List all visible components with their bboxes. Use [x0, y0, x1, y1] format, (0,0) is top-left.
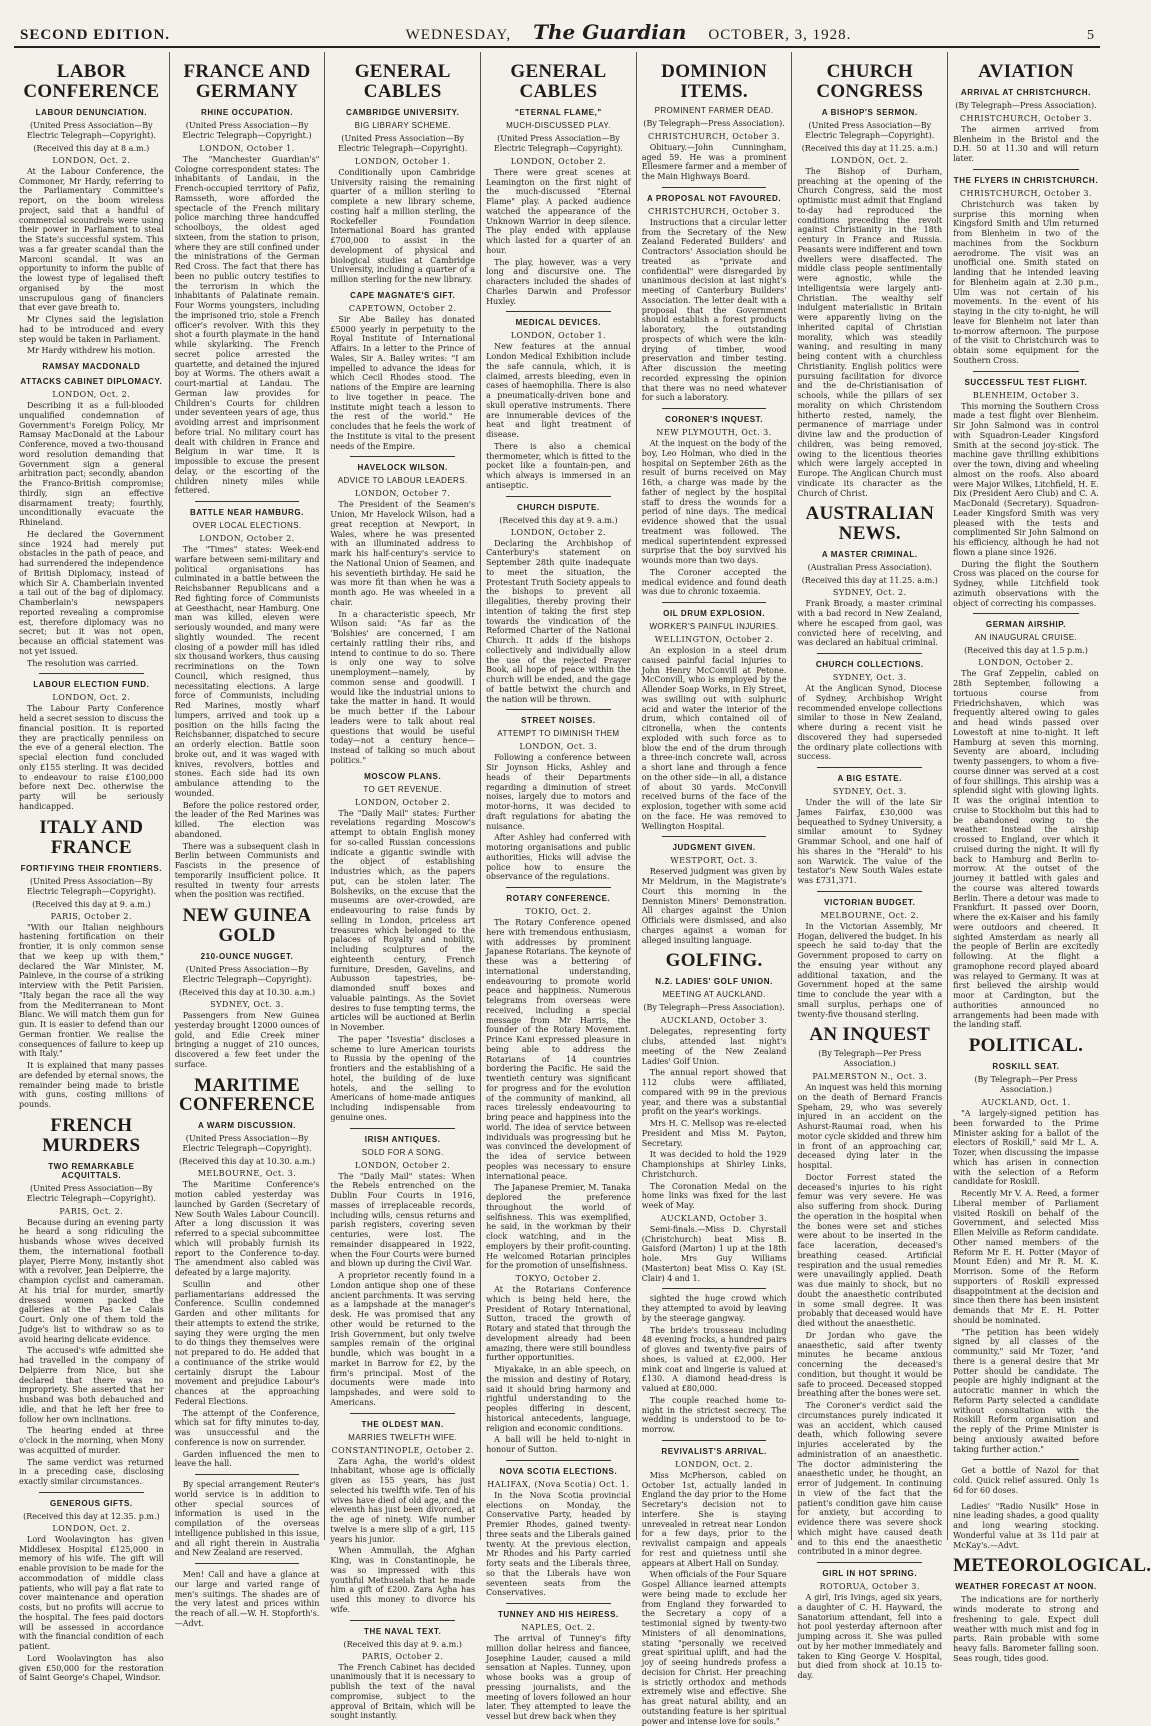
dateline: LONDON, October 2. [510, 527, 607, 537]
article-paragraph: At the Labour Conference, the Commoner, Mr Hardy, referring to the Parliamentary Committee's report, on the boom wireless project, said that a handful of commercial scoundrels were using their power in Parliament to steal the State's successful system. This was a far greater scandal than the Marconi scandal. It was an opportunity to inform the public of the lowest type of legalised theft organised by the most unscrupulous gang of financiers that ever gave breath to. [19, 166, 164, 313]
sub-headline: LABOUR DENUNCIATION. [35, 107, 148, 117]
article-paragraph: There is also a chemical thermometer, which is fitted to the pocket like a fountain-pen, and which always is immersed in an antiseptic. [486, 441, 631, 490]
sub-headline: A BIG ESTATE. [837, 774, 903, 783]
column-rule [817, 891, 922, 892]
dateline: CHRISTCHURCH, October 3. [959, 188, 1092, 198]
article-paragraph: The "Manchester Guardian's" Cologne correspondent states: The inhabitants of Landau, in the French-occupied territory of Pafiz, Ramsseth, wore afforded the spectacle of the French military police marching three handcuffed schoolboys, the oldest aged sixteen, from the station to prison, where they are still confined under the ministrations of the German Red Cross. The fact that there has been no public outcry testifies to the terrorism in which the inhabitants of Palatinate remain. Four Worms youngsters, including the imprisoned trio, stole a French officer's revolver. With this they shot a fourth playmate in the hand while skylarking. The French secret police arrested the quartette, and detained the injured boy at Worms. The others await a court-martial at Landau. The German law provides for Children's Courts for children under seventeen years of age, thus avoiding arrest and imprisonment before trial. No military court has dealt with children in France and Belgium in war time. It is impossible to excuse the present delay, or the escorting of the children ninety miles while fettered. [174, 154, 320, 496]
dateline: LONDON, October 2. [510, 156, 607, 166]
received-note: (Received this day at 11.25. a.m.) [801, 143, 938, 153]
dateline: CONSTANTINOPLE, October 2. [331, 1445, 474, 1455]
article-paragraph: A girl, Iris Ivings, aged six years, a daughter of C. H. Hayward, the Sanatorium attendant, fell into a hot pool yesterday afternoon after jumping across it. She was pulled out by her mother immediately and taken to King George V. Hospital, but died from shock at 10.15 to-day. [797, 1593, 943, 1681]
agency-credit: (By Telegraph—Press Association). [643, 118, 785, 128]
article-paragraph: In a characteristic speech, Mr Wilson said: "As far as the 'Bolshies' are concerned, I am certainly rattling their ribs, and intend to continue to do so. There is only one way to solve unemployment—namely, by common sense and goodwill. I would like the industrial unions to take the matter in hand. It would be much better if the Labour leaders were to talk about real questions that would be useful today—not a century hence—instead of talking so much about politics." [330, 609, 476, 765]
article-headline: ITALY AND FRANCE [39, 816, 144, 858]
column-rule [973, 169, 1079, 170]
kicker-line: MEETING AT AUCKLAND. [662, 990, 766, 1000]
column-1 [14, 52, 170, 1683]
column-5 [637, 52, 793, 1726]
article-paragraph: Sir Abe Bailey has donated £5000 yearly in perpetuity to the Royal Institute of International Affairs. In a letter to the Prince of Wales, Sir A. Bailey writes: "I am impelled to advance the ideas for which Cecil Rhodes stood. The nations of the Empire are learning to live together in peace. The institute might teach a lesson to the rest of the world." He concludes that he feels the work of the Institute is vital to the present needs of the Empire. [330, 314, 476, 451]
article-headline: DOMINION ITEMS. [661, 61, 768, 102]
masthead [14, 20, 1100, 48]
received-note: (Received this day at 11.25. a.m.) [801, 576, 938, 586]
sub-headline: JUDGMENT GIVEN. [672, 843, 756, 853]
kicker-line: OVER LOCAL ELECTIONS. [192, 521, 302, 531]
article-paragraph: Reserved judgment was given by Mr Meldrum, in the Magistrate's Court this morning in the Denniston Miners' Demonstration. All charges against the Union Officials were dismissed, and also charges against a woman for alleged insulting language. [641, 867, 787, 945]
column-rule [195, 1474, 300, 1475]
dateline: LONDON, Oct. 2. [52, 155, 131, 165]
column-rule [506, 887, 611, 888]
sub-headline: ROSKILL SEAT. [992, 1062, 1060, 1072]
agency-credit: (United Press Association—By Electric Telegraph—Copyright). [338, 133, 468, 153]
article-headline: FRANCE AND GERMANY [183, 61, 311, 102]
sub-headline: 210-OUNCE NUGGET. [200, 952, 294, 961]
article-paragraph: The annual report showed that 112 clubs were affiliated, compared with 99 in the previous year, and there was a substantial profit on the year's workings. [641, 1068, 787, 1117]
page-number: 5 [1086, 28, 1094, 43]
dateline: AUCKLAND, Oct. 1. [981, 1098, 1071, 1108]
agency-credit: (United Press Association—By Electric Telegraph—Copyright). [182, 965, 312, 984]
dateline: MELBOURNE, Oct. 3. [197, 1169, 297, 1179]
sub-headline: LABOUR ELECTION FUND. [33, 680, 150, 690]
dateline: TOKIO, Oct. 2. [525, 907, 592, 917]
column-4 [481, 52, 637, 1722]
dateline: NAPLES, Oct. 2. [521, 1623, 596, 1633]
dateline: LONDON, Oct. 2. [52, 693, 131, 703]
column-rule [350, 1128, 455, 1129]
sub-headline: THE OLDEST MAN. [361, 1419, 444, 1429]
sub-headline: CAMBRIDGE UNIVERSITY. [345, 107, 460, 117]
column-rule [506, 311, 611, 312]
dateline: CHRISTCHURCH, October 3. [959, 113, 1092, 123]
column-rule [350, 1413, 455, 1414]
column-rule [662, 1440, 767, 1441]
sub-headline: VICTORIAN BUDGET. [824, 897, 916, 907]
column-7 [948, 52, 1151, 1663]
article-paragraph: Doctor Forrest stated the deceased's injuries to his right femur was very severe. He was also suffering from shock. During the operation in the hospital when the bones were set and stiches were about to be inserted in the face laceration, deceased's breathing ceased. Artificial respiration and the usual remedies were unavailingly applied. Death was due mainly to shock, but no doubt the anaesthetic contributed in some small degree. It was probably that deceased would have died without the anaesthetic. [797, 1172, 943, 1329]
column-rule [973, 371, 1079, 372]
dateline: LONDON, October 1. [355, 156, 451, 166]
article-paragraph: At the Anglican Synod, Diocese of Sydney, Archbishop Wright recommended envelope collections similar to those in New Zealand, where during a recent visit he discovered they had superseded the ordinary plate collections with success. [797, 684, 943, 762]
article-paragraph: After Ashley had conferred with motoring organisations and public authorities, Hicks will advise the police how to ensure the observance of the regulations. [486, 833, 631, 882]
article-paragraph: Semi-finals.—Miss D. Chyrstall (Christchurch) beat Miss B. Gaisford (Marton) 1 up at the 18th hole. Mrs Guy Williams (Masterton) beat Miss O. Kay (St. Clair) 4 and 1. [641, 1224, 787, 1283]
received-note: (Received this day at 10.30. a.m.) [178, 1157, 316, 1167]
agency-credit: (United Press Association—By Electric Telegraph—Copyright). [493, 133, 623, 153]
received-note: (Received this day at 8 a.m.) [33, 143, 150, 153]
article-paragraph: Garden influenced the men to leave the hall. [174, 1449, 320, 1469]
kicker-line: MARRIES TWELFTH WIFE. [348, 1432, 458, 1442]
article-headline: METEOROLOGICAL. [953, 1555, 1151, 1577]
article-paragraph: Because during an evening party he heard a song ridiculing the husbands whose wives deceived them, the international football player, Pierre Mony, instantly shot with a revolver, Jean Delpierre, the champion cyclist and cameraman. At his trial for murder, smartly dressed women packed the galleries at the Pas Le Calais Court. Only one of them told the Judge's list to withdraw so as to avoid hearing delicate evidence. [19, 1217, 164, 1344]
article-paragraph: The Labour Party Conference held a secret session to discuss the financial position. It is reported they are practically penniless on the eve of a general election. The special election fund concluded only £155 sterling. It was decided to endeavour to raise £100,000 before next Dec. otherwise the party will be seriously handicapped. [19, 704, 164, 811]
dateline: ROTORUA, October 3. [819, 1582, 920, 1592]
sub-headline: CORONER'S INQUEST. [665, 415, 764, 425]
sub-headline: CHURCH DISPUTE. [517, 502, 600, 512]
article-paragraph: "The petition has been widely signed by all classes of the community," said Mr Tozer, "and there is a general desire that Mr Potter should be candidate. The people are highly indignant at the autocratic manner in which the Reform Party selected a candidate without consultation with the Roskill Reform organisation and the reply of the Prime Minister is being anxiously awaited before taking further action." [953, 1327, 1099, 1454]
article-paragraph: The "Daily Mail" states: When the Rebels entrenched on the Dublin Four Courts in 1916, masses of irreplaceable records, including wills, census returns and parish registers, covering seven centuries, were lost. The remainder disappeared in 1922, when the Four Courts were burned and blown up during the Civil War. [330, 1171, 476, 1269]
agency-credit: (United Press Association—By Electric Telegraph—Copyright). [182, 1134, 312, 1154]
column-rule [662, 836, 767, 837]
dateline: WESTPORT, Oct. 3. [670, 856, 758, 866]
column-rule [350, 1620, 455, 1621]
agency-credit: (By Telegraph—Per Press Association.) [974, 1075, 1078, 1095]
sub-headline: MOSCOW PLANS. [364, 771, 442, 781]
article-paragraph: "A largely-signed petition has been forwarded to the Prime Minister asking for a ballot of the electors of Roskill," said Mr L. A. Tozer, when discussing the impasse which has arisen in connection with the selection of a Reform candidate for Roskill. [953, 1109, 1099, 1187]
kicker-line: ADVICE TO LABOUR LEADERS. [337, 476, 468, 486]
article-headline: POLITICAL. [968, 1035, 1084, 1057]
agency-credit: (United Press Association—By Electric Telegraph—Copyright). [26, 120, 156, 140]
sub-headline: A BISHOP'S SERMON. [821, 107, 918, 117]
article-paragraph: An explosion in a steel drum caused painful facial injuries to John Henry McConvill at Petone. McConvill, who is employed by the Allender Soap Works, in Ely Street, was swilling out with sulphuric acid and water the interior of the drum, which contained oil of citronella, when the contents exploded with such force as to blow the end of the drum through a three-inch concrete wall, across a short lane and through a fence on the other side—in all, a distance of about 30 yards. McConvill received burns of the face of the explosion, together with some acid on the face. He was removed to Wellington Hospital. [641, 646, 787, 831]
sub-headline: "ETERNAL FLAME," [514, 107, 602, 117]
article-paragraph: Mr Clynes said the legislation had to be introduced and every step would be taken in Parliament. [19, 315, 164, 344]
article-paragraph: The hearing ended at three o'clock in the morning, when Mony was acquitted of murder. [19, 1426, 164, 1455]
article-paragraph: The "Daily Mail" states: Further revelations regarding Moscow's attempt to obtain English money for so-called Russian concessions indicate a gigantic swindle with the object of establishing industries which, as the papers put, can be stolen later. The Bolsheviks, on the excuse that the museums are over-crowded, are endeavouring to raise funds by selling in London, priceless art treasures which belonged to the palaces of Royalty and nobility, including sculptures of the eighteenth century, French furniture, Dresden, Gavelins, and Aubusson tapestries, be-diamonded snuff boxes and valuable paintings. As the Soviet desires to fuse tempting terms, the articles will be auctioned at Berlin in November. [330, 808, 476, 1033]
article-paragraph: A proprietor recently found in a London antique shop one of these ancient parchments. It was serving as a lampshade at the manager's desk. He was promised that any other would be returned to the Irish Government, but only twelve samples remain of the original bundle, which was bought in a market in Barrow for £2, by the firm's principal. Most of the documents were made into lampshades, and were sold to Americans. [330, 1271, 476, 1407]
dateline: PALMERSTON N., Oct. 3. [812, 1072, 928, 1082]
dateline: SYDNEY, Oct. 2. [832, 588, 907, 598]
sub-headline: A WARM DISCUSSION. [198, 1121, 297, 1131]
sub-headline: ARRIVAL AT CHRISTCHURCH. [960, 87, 1092, 97]
kicker-line: WORKER'S PAINFUL INJURIES. [649, 622, 779, 632]
sub-headline: IRISH ANTIQUES. [364, 1134, 441, 1144]
article-headline: NEW GUINEA GOLD [182, 905, 312, 947]
dateline: CHRISTCHURCH, October 3. [648, 131, 781, 141]
article-paragraph: A ball will be held to-night in honour of Sutton. [486, 1435, 631, 1455]
dateline: LONDON, Oct. 2. [52, 1523, 131, 1533]
article-paragraph: The "Times" states: Week-end warfare between semi-military and political organisations has culminated in a battle between the Reichsbanner Republicans and a Red fighting force of Communists at Geesthacht, near Hamburg. One man was killed, eleven were seriously wounded, and many were slightly wounded. The recent closing of a powder mill has idled six thousand workers, thus causing recriminations on the Town Council, which resigned, thus necessitating elections. A large force of Communists, including Red Marines, mostly wharf lumpers, arrived and took up a position on the hills facing the Reichsbanner, dispatched to secure an orderly election. Battle soon broke out, and it was waged with knives, revolvers, bottles and stones. Each side had its own ambulance attending to the wounded. [174, 545, 320, 798]
article-headline: LABOR CONFERENCE [23, 61, 160, 102]
column-rule [506, 709, 611, 710]
article-paragraph: The Coroner accepted the medical evidence and found death was due to chronic toxaemia. [641, 567, 787, 597]
sub-headline: CHURCH COLLECTIONS. [815, 660, 924, 669]
article-paragraph: At the inquest on the body of the boy, Leo Holman, who died in the hospital on September 26th as the result of burns received on May 16th, a charge was made by the father of neglect by the hospital staff to dress the wounds for a period of nine days. The medical evidence showed that the usual treatment was followed. The medical superintendent expressed surprise that the boy survived his wounds more than two days. [641, 439, 787, 566]
column-rule [195, 501, 300, 502]
received-note: (Received this day at 9. a.m.) [343, 1639, 462, 1649]
article-paragraph: At the Rotarians Conference which is being held here, the President of Rotary International, Sutton, traced the growth of Rotary and stated that through the development already had been amazing, there were still boundless further opportunities. [486, 1285, 631, 1363]
sub-headline: TUNNEY AND HIS HEIRESS. [497, 1610, 619, 1620]
article-paragraph: Conditionally upon Cambridge University raising the remaining quarter of a million sterling to complete a new library scheme, costing half a million sterling, the Rockefeller Foundation International Board has granted £700,000 to assist in the development of physical and biological studies at Cambridge University, including a quarter of a million sterling for the new library. [330, 167, 476, 285]
kicker-line: MUCH-DISCUSSED PLAY. [506, 120, 611, 130]
issue-date: OCTOBER, 3, 1928. [708, 27, 852, 43]
agency-credit: (By Telegraph—Press Association). [955, 100, 1097, 110]
dateline: HALIFAX, (Nova Scotia) Oct. 1. [487, 1479, 630, 1489]
dateline: LONDON, October 2. [199, 534, 295, 544]
masthead-center [406, 20, 852, 44]
dateline: LONDON, October 2. [355, 797, 451, 807]
article-paragraph: Mrs H. C. Mellsop was re-elected President and Miss M. Payton, Secretary. [641, 1119, 787, 1148]
dateline: NEW PLYMOUTH, Oct. 3. [656, 428, 772, 438]
article-paragraph: The Bishop of Durham, preaching at the opening of the Church Congress, said the most optimistic must admit that England to-day had reproduced the conditions preceding the revolt against Christianity in the 18th century in France and Russia. Peasants were indifferent and town dwellers were disaffected. The middle class people sentimentally were agnostic, while the intelligentsia were largely anti-Christian. The wealthy self indulgent materialistic in Britain were apparently living on the inherited capital of Christian morality, which was steadily waning, and resulting in many being content with a churchless Christianity. English politics were pursuing facilitation for divorce and the de-Christianisation of schools, while the pillars of sex morality on which Christendom hitherto rested, namely, the permanence of marriage under divine law and the production of children, was being removed, owing to the licentious theories which were largely accepted in Europe. The Anglican Church must vindicate its character as the Church of Christ. [797, 166, 943, 498]
dateline: LONDON, October 1. [510, 331, 607, 341]
received-note: (Received this day at 9. a.m.) [32, 899, 151, 909]
sub-headline: A PROPOSAL NOT FAVOURED. [646, 193, 782, 203]
article-paragraph: An inquest was held this morning on the death of Bernard Francis Speham, 29, who was severely injured in an accident on the Ashurst-Raumai road, when his motor cycle skidded and threw him in front of an approaching car, deceased dying later in the hospital. [797, 1083, 943, 1171]
column-rule [817, 767, 922, 768]
article-paragraph: "With our Italian neighbours hastening fortification on their frontier, it is only common sense that we keep up with them," declared the War Minister, M. Painleve, in the course of a striking interview with the Petit Parisien. "Italy began the race all the way from the Mediterranean to Mont Blanc. We will match them gun for gun. It is easier to defend than our German frontier. We realise the consequences of failure to keep up with Italy." [19, 922, 164, 1059]
column-rule [662, 187, 767, 188]
column-rule [973, 613, 1079, 614]
article-paragraph: The Maritime Conference's motion cabled yesterday was launched by Garden (Secretary of New South Wales Labour Council). After a long discussion it was referred to a special subcommittee which will probably furnish its report to the Conference to-day. The amendment also cabled was defeated by a large majority. [174, 1180, 320, 1278]
column-rule [973, 1459, 1079, 1460]
sub-headline: REVIVALIST'S ARRIVAL. [661, 1446, 767, 1456]
article-paragraph: The Coroner's verdict said the circumstances purely indicated it was an accident, which caused death, which following severe injuries accelerated by the administration of an anaesthetic. The doctor administering the anaesthetic under, he thought, an error of judgement. In continuing in view of the fact that the patient's condition gave him cause for anxiety, but according to evidence there was severe shock which might have caused death and to this end the anaesthetic contributed in a minor degree. [797, 1401, 943, 1557]
agency-credit: (United Press Association—By Electric Telegraph—Copyright). [26, 1183, 156, 1203]
dateline: LONDON, October 2. [978, 658, 1074, 668]
article-paragraph: This morning the Southern Cross made a test flight over Blenheim. Sir John Salmond was in control with Squadron-Leader Kingsford Smith at the second joy-stick. The machine gave thrilling exhibitions over the town, diving and wheeling almost on the roofs. Also aboard were Major Wilkes, Litchfield, H. E. Dix (President Aero Club) and C. A. MacDonald (Secretary). Squadron-Leader Kingsford Smith was very pleased with the tests and complimented Sir John Salmond on his efficiency, although he had not flown a plane since 1926. [953, 401, 1099, 557]
article-headline: AN INQUEST [809, 1024, 931, 1046]
sub-headline: WEATHER FORECAST AT NOON. [955, 1582, 1097, 1592]
article-headline: GENERAL CABLES [510, 61, 607, 102]
column-rule [662, 1288, 767, 1289]
sub-headline: GENEROUS GIFTS. [49, 1498, 133, 1508]
dateline: LONDON, October 2. [355, 1160, 451, 1170]
sub-headline: BATTLE NEAR HAMBURG. [189, 508, 305, 518]
received-note: (Received this day at 9. a.m.) [499, 515, 618, 525]
article-paragraph: There was a subsequent clash in Berlin between Communists and Fascists in the presence of temporarily insufficient police. It resulted in twenty four arrests when the position was rectified. [174, 841, 320, 900]
dateline: LONDON, Oct. 2. [675, 1459, 754, 1469]
article-paragraph: Declaring the Archbishop of Canterbury's statement on September 28th quite inadequate to meet the situation, the Protestant Truth Society appeals to the bishops to prevent all illegalities, thereby proving their intention of taking the first step towards the vindication of the Reformed Charter of the National Church. It adds if the bishops collectively and individually allow the use of the rejected Prayer Book, all hope of peace within the church will be ended, and the gage of battle betwixt the church and the nation will be thrown. [486, 538, 631, 704]
dateline: SYDNEY, Oct. 3. [832, 673, 907, 682]
dateline: TOKYO, October 2. [515, 1274, 602, 1284]
article-paragraph: Delegates, representing forty clubs, attended last night's meeting of the New Zealand Ladies' Golf Union. [641, 1027, 787, 1066]
sub-headline: A MASTER CRIMINAL. [821, 550, 918, 560]
dateline: MELBOURNE, Oct. 2. [820, 910, 920, 920]
article-paragraph: Christchurch was taken by surprise this morning when Kingsford Smith and Ulm returned from Blenheim in two of the machines from the Sockburn aerodrome. The visit was an unofficial one. Smith stated on landing that he intended leaving for Blenheim again at 2.30 p.m., Ulm was not certain of his movements. In the event of his staying in the city to-night, he will leave for Blenheim not later than to-morrow afternoon. The purpose of the visit to Christchurch was to obtain some equipment for the Southern Cross. [953, 199, 1099, 365]
article-paragraph: It is explained that many passes are defended by eternal snows, the remainder being made to bristle with guns, costing millions of pounds. [19, 1061, 164, 1109]
issue-day: WEDNESDAY, [405, 27, 512, 43]
dateline: LONDON, October 7. [355, 489, 451, 499]
article-paragraph: Scullin and other parliamentarians addressed the Conference. Scullin condemned Garden and other militants for their attempts to extend the strike, saying they were urging the men to do things they themselves were not prepared to do. He added that a continuance of the strike would certainly disrupt the Labour movement and prejudice Labour's chances at the approaching Federal Elections. [174, 1279, 320, 1406]
article-paragraph: Lord Woolavington has given Middlesex Hospital £125,000 in memory of his wife. The gift will enable provision to be made for the accommodation of middle class patients, who will pay a flat rate to cover maintenance and operation costs, but no profits will accrue to the hospital. The fees paid doctors will be assessed in accordance with the financial condition of each patient. [19, 1534, 164, 1652]
article-paragraph: sighted the huge crowd which they attempted to avoid by leaving by the steerage gangway. [641, 1294, 787, 1323]
sub-headline: ATTACKS CABINET DIPLOMACY. [20, 377, 163, 387]
article-paragraph: Lord Woolavington has also given £50,000 for the restoration of Saint George's Chapel, Windsor. [19, 1653, 164, 1683]
article-paragraph: The paper "Isvestia" discloses a scheme to lure American tourists to Russia by the opening of the frontiers and the establishing of a hotel, the building of de luxe hotels, and the selling to Americans of home-made antiques including indispensable from genuine ones. [330, 1034, 476, 1122]
dateline: WELLINGTON, October 2. [654, 635, 774, 645]
agency-credit: (United Press Association—By Electric Telegraph—Copyright). [26, 876, 156, 896]
dateline: PARIS, Oct. 2. [59, 1206, 124, 1216]
agency-credit: (United Press Association—By Electric Telegraph—Copyright.) [182, 120, 312, 140]
article-paragraph: Before the police restored order, the leader of the Red Marines was killed. The election was abandoned. [174, 800, 320, 839]
dateline: LONDON, Oct. 2. [52, 390, 131, 400]
article-paragraph: The couple reached home to-night in the strictest secrecy. The wedding is understood to be to-morrow. [641, 1395, 787, 1435]
column-rule [817, 653, 922, 654]
sub-headline: GERMAN AIRSHIP. [985, 620, 1067, 630]
article-headline: GENERAL CABLES [354, 61, 451, 102]
column-rule [506, 496, 611, 497]
article-paragraph: In the Nova Scotia provincial elections on Monday, the Conservative Party, headed by Premier Rhodes, gained twenty-three seats and the Liberals gained twenty. At the previous election, Mr Rhodes and his Party carried forty seats and the Liberals three, so that the Liberals have won seventeen seats from the Conservatives. [486, 1490, 631, 1598]
sub-headline: N.Z. LADIES' GOLF UNION. [655, 977, 773, 987]
article-paragraph: In the Victorian Assembly, Mr Hogan, delivered the budget. In his speech he said to-day that the Government proposed to carry on the ensuing year without any additional taxation, and the Government hoped at the same time to conclude the year with a small surplus, perhaps one of twenty-five thousand sterling. [797, 921, 943, 1019]
sub-headline: STREET NOISES. [521, 716, 596, 726]
dateline: SYDNEY, Oct. 3. [832, 787, 907, 796]
sub-headline: HAVELOCK WILSON. [357, 463, 448, 473]
kicker-line: ATTEMPT TO DIMINISH THEM [497, 729, 620, 739]
sub-headline: OIL DRUM EXPLOSION. [663, 609, 766, 619]
kicker-line: SOLD FOR A SONG. [361, 1147, 444, 1157]
article-paragraph: The Coronation Medal on the home links was fixed for the last week of May. [641, 1181, 787, 1211]
article-paragraph: The Graf Zeppelin, cabled on 28th September, following a tortuous course from Friedrichshaven, which was frequently altered owing to gales and head winds passed over Lowestoft at nine to-night. It left Hamburg at seven this morning. Seventy are aboard, including twenty passengers, to whom a five-course dinner was served at a cost of four shillings. This airship was a splendid sight with glowing lights. It was the original intention to cruise to Stockholm but this had to be abandoned owing to the weather. Instead the airship crossed to England, over which it cruised during the night. It will fly back to Hamburg and Berlin to-morrow. At the outset of the journey it battled with gales and the course was altered towards Berlin. There a detour was made to Frankfurt. It passed over Doorn, where the ex-Kaiser and his family were outdoors and cheered. It sighted Amsterdam as nearly all the people of Berlin are excitedly following. At the flight a gramophone record played aboard was relayed to Germany. It was at first believed the airship would moor at Cardington, but the authorities announced no arrangements had been made with the landing staff. [953, 669, 1099, 1030]
article-paragraph: Under the will of the late Sir James Fairfax, £30,000 was bequeathed to Sydney University, a similar amount to Sydney Grammar School, and one half of his shares in the "Herald" to his son Warwick. The value of the testator's New South Wales estate was £731,371. [797, 798, 943, 885]
article-paragraph: When officials of the Four Square Gospel Alliance learned attempts were being made to exclude her from England they forwarded to the Secretary a copy of a testimonial signed by twenty-two Ministers of all denominations, stating "personally we received great spiritual uplift, and had the joy of seeing hundreds profess a decision for Christ. Her preaching is strictly orthodox and methods extremely wise and effective. She has great natural ability, and an outstanding feature is her spiritual power and intense love for souls." [641, 1570, 787, 1726]
article-headline: GOLFING. [665, 950, 763, 972]
kicker-line: PROMINENT FARMER DEAD. [654, 105, 774, 115]
column-rule [817, 1562, 922, 1563]
article-paragraph: During the flight the Southern Cross was placed on the course for Sydney, while Litchfield took azimuth observations with the object of correcting his compasses. [953, 559, 1099, 608]
article-paragraph: The attempt of the Conference, which sat for fifty minutes to-day, was unsuccessful and the conference is now on surrender. [174, 1408, 320, 1447]
dateline: CHRISTCHURCH, October 3. [648, 206, 781, 216]
kicker-line: TO GET REVENUE. [363, 784, 443, 794]
article-paragraph: The resolution was carried. [27, 658, 139, 668]
sub-headline: TWO REMARKABLE ACQUITTALS. [48, 1161, 135, 1180]
advertisement-text: Men! Call and have a glance at our large and varied range of men's suitings. The shades are of the very latest and prices within the reach of all.—W. H. Stopforth's.—Advt. [174, 1570, 320, 1628]
column-3 [325, 52, 481, 1721]
advertisement-text: Get a bottle of Nazol for that cold. Quick relief assured. Only 1s 6d for 60 doses. [953, 1466, 1099, 1495]
dateline: BLENHEIM, October 3. [972, 390, 1080, 400]
article-paragraph: Frank Broady, a master criminal with a bad record in New Zealand, where he escaped from gaol, was convicted here of receiving, and was declared an habitual criminal. [797, 599, 943, 648]
article-paragraph: The airmen arrived from Blenheim in the Bristol and the D.H. 50 at 11.30 and will return later. [953, 124, 1099, 164]
article-headline: CHURCH CONGRESS [816, 61, 924, 102]
article-paragraph: When Ammullah, the Afghan King, was in Constantinople, he was so impressed with this youthful Methuselah that he made him a gift of £200. Zara Agha has used this money to divorce his wife. [330, 1546, 476, 1614]
kicker-line: AN INAUGURAL CRUISE. [974, 633, 1078, 643]
article-paragraph: Obituary.—John Cunningham, aged 59. He was a prominent Ellesmere farmer and a member of the Main Highways Board. [641, 142, 787, 182]
sub-headline: NOVA SCOTIA ELECTIONS. [499, 1466, 618, 1476]
received-note: (Received this day at 12.35. p.m.) [23, 1511, 160, 1521]
article-paragraph: Zara Agha, the world's oldest inhabitant, whose age is officially given as 155 years, has just selected his twelfth wife. Ten of his wives have died of old age, and the eleventh has just been divorced, at the age of ninety. Wife number twelve is a mere slip of a girl, 115 years his junior. [330, 1456, 476, 1544]
article-paragraph: The play, however, was a very long and discursive one. The characters included the shades of Charles Darwin and Professor Huxley. [486, 257, 631, 306]
received-note: (Received this day at 1.5 p.m.) [964, 646, 1088, 656]
sub-headline: SUCCESSFUL TEST FLIGHT. [964, 377, 1088, 387]
advertisement-text: Ladies' "Radio Nusilk" Hose in nine leading shades, a good quality and long wearing stocking. Wonderful value at 3s 11d pair at McKay's.—Advt. [953, 1501, 1099, 1550]
column-rule [350, 456, 455, 457]
sub-headline: CAPE MAGNATE'S GIFT. [350, 290, 456, 300]
dateline: LONDON, October 1. [199, 143, 295, 153]
article-paragraph: The bride's trousseau including 48 evening frocks, a hundred pairs of gloves and twenty-five pairs of shoes, is valued at £2,000. Her mink coat and lingerie is valued at £130. A diamond head-dress is valued at £80,000. [641, 1325, 787, 1394]
article-paragraph: Passengers from New Guinea yesterday brought 12000 ounces of gold, and Edie Creek miner bringing a nugget of 210 ounces, discovered a few feet under the surface. [174, 1011, 320, 1069]
dateline: PARIS, October 2. [362, 1651, 444, 1661]
dateline: AUCKLAND, October 3. [660, 1016, 768, 1026]
kicker-line: BIG LIBRARY SCHEME. [354, 120, 451, 130]
article-paragraph: By special arrangement Reuter's world service is in addition to other special sources of information is used in the compilation of the overseas intelligence published in this issue, and all right therein in Australia and New Zealand are reserved. [174, 1480, 320, 1558]
agency-credit: (Australian Press Association). [807, 563, 932, 573]
sub-headline: THE NAVAL TEXT. [363, 1626, 442, 1636]
article-headline: FRENCH MURDERS [42, 1114, 141, 1156]
column-rule [506, 1460, 611, 1461]
sub-headline: FORTIFYING THEIR FRONTIERS. [20, 863, 163, 873]
column-6 [792, 52, 948, 1681]
column-rule [662, 602, 767, 603]
article-headline: AUSTRALIAN NEWS. [805, 503, 935, 545]
article-paragraph: Mr Hardy withdrew his motion. [27, 346, 156, 356]
newspaper-title: The Guardian [533, 20, 687, 44]
article-paragraph: Instructions that a circular letter from the Secretary of the New Zealand Federated Builders' and Contractors' Association should be treated as "private and confidential" were disregarded by unanimous decision at last night's meeting of Canterbury Builders' Association. The letter dealt with a proposal that the Government should establish a forest products laboratory, the outstanding prospects of which were the kiln-drying of timber, wood preservation and timber testing. After discussion the meeting recorded expressing the opinion that there was no need whatever for such a laboratory. [641, 217, 787, 403]
article-paragraph: Miss McPherson, cabled on October 1st, actually landed in England the day prior to the Home Secretary's decision not to interfere. She is staying unrevealed in retreat near London for a few days, prior to the revivalist campaign and appeals for rest and quietness until she appears at Albert Hall on Sunday. [641, 1470, 787, 1568]
article-paragraph: It was decided to hold the 1929 Championships at Shirley Links, Christchurch. [641, 1150, 787, 1179]
article-headline: AVIATION [978, 61, 1074, 82]
article-paragraph: Following a conference between Sir Joynson Hicks, Ashley and heads of their Departments regarding a diminution of street noises, largely due to motors and motor-horns, it was decided to draft regulations for abating the nuisance. [486, 753, 631, 831]
column-rule [506, 1603, 611, 1604]
agency-credit: (By Telegraph—Per Press Association.) [818, 1049, 922, 1069]
agency-credit: (United Press Association—By Electric Telegraph—Copyright). [805, 120, 935, 140]
sub-headline: MEDICAL DEVICES. [515, 318, 602, 328]
article-paragraph: The Japanese Premier, M. Tanaka deplored the preference throughout the world of selfishness. This was exemplified, he said, in the workman by their clock watching, and in the employers by their profit-counting. He welcomed Rotarian principles for the promotion of unselfishness. [486, 1183, 631, 1271]
article-paragraph: The French Cabinet has decided unanimously that it is necessary to publish the text of the naval compromise, subject to the approval of Britain, which will be sought instantly. [330, 1662, 476, 1721]
sub-headline: GIRL IN HOT SPRING. [822, 1569, 918, 1579]
article-paragraph: The indications are for northerly winds moderate to strong and freshening to gale. Expect dull weather with much mist and fog in parts. Rain probable with some heavy falls. Barometer falling soon. Seas rough, tides good. [953, 1595, 1099, 1663]
dateline: AUCKLAND, October 3. [660, 1213, 768, 1223]
article-headline: MARITIME CONFERENCE [179, 1074, 316, 1116]
article-paragraph: Describing it as a full-blooded unqualified condemnation of Government's Foreign Policy, Mr Ramsay MacDonald at the Labour Conference, moved a two-thousand word resolution demanding that Government sign a general arbitration pact; secondly, abandon the Franco-British compromise; thirdly, sign an effective disarmament treaty; fourthly, unconditionally evacuate the Rhineland. [19, 401, 164, 528]
dateline: SYDNEY, Oct. 3. [210, 1000, 284, 1009]
newspaper-columns [14, 52, 1151, 1726]
article-paragraph: Dr Jordan who gave the anaesthetic, said after twenty minutes he became anxious concerning the deceased's condition, but thought it would be safe to proceed. Deceased stopped breathing after the bones were set. [797, 1330, 943, 1399]
article-paragraph: The accused's wife admitted she had travelled in the company of Delpierre from Nice, but she declared that there was no impropriety. She asserted that her husband was both debauched and idle, and that he left her free to follow her own inclinations. [19, 1346, 164, 1424]
dateline: LONDON, Oct. 2. [830, 155, 909, 165]
edition-label: SECOND EDITION. [20, 27, 171, 43]
sub-headline: RHINE OCCUPATION. [200, 107, 294, 117]
agency-credit: (By Telegraph—Press Association). [643, 1003, 785, 1013]
article-paragraph: There were great scenes at Leamington on the first night of the much-discussed "Eternal Flame" play. A packed audience watched the appearance of the Unknown Warrior in deep silence. The play ended with applause which lasted for a quarter of an hour. [486, 167, 631, 255]
article-paragraph: The President of the Seamen's Union, Mr Havelock Wilson, had a great reception at Newport, in Wales, where he was presented with an illuminated address to mark his half-century's service to the National Union of Seamen, and his seventieth birthday. He said he was more fit than when he was a month ago. He was wheeled in a chair. [330, 500, 476, 607]
dateline: LONDON, Oct. 3. [519, 742, 598, 752]
column-rule [662, 408, 767, 409]
column-rule [39, 673, 144, 674]
article-paragraph: Recently Mr V. A. Reed, a former Liberal member of Parliament visited Roskill on behalf of the Government, and selected Miss Ellen Melville as Reform candidate. Other named members of the Reform Mr E. H. Potter (Mayor of Mount Eden) and Mr R. M. K. Morrison. Some of the Reform supporters of Roskill expressed disappointment at the decision and since then there has been insistent demands that Mr E. H. Potter should be nominated. [953, 1189, 1099, 1325]
article-paragraph: New features at the annual London Medical Exhibition include the safe cannula, which, it is claimed, arrests bleeding, even in cases of haemophilia. There is also a pneumatically-driven bone and skull operative instruments. There are innumerable devices of the heat and light treatment of disease. [486, 342, 631, 440]
dateline: CAPETOWN, October 2. [348, 303, 457, 313]
column-rule [39, 1492, 144, 1493]
article-paragraph: Miyakake, in an able speech, on the mission and destiny of Rotary, said it should bring harmony and rightful understanding to the peoples differing in descent, historical antecedents, language, religion and economic conditions. [486, 1365, 631, 1433]
received-note: (Received this day at 10.30. a.m.) [178, 988, 316, 997]
article-paragraph: The arrival of Tunney's fifty million dollar heiress and fiancee, Josephine Lauder, caused a mild sensation at Naples. Tunney, upon whose books was a group of pressing journalists, and the meeting of lovers followed an hour later. They attempted to leave the vessel but drew back when they [486, 1634, 631, 1722]
sub-headline: THE FLYERS IN CHRISTCHURCH. [953, 175, 1099, 185]
article-paragraph: He declared the Government since 1924 had merely put obstacles in the path of peace, and had surrendered the independence of British Diplomacy, instead of which Sir A. Chamberlain invented a tail out of the bag of diplomacy. Chamberlain's newspapers reported revealing a compromise est, therefore diplomacy was no secret; but it was not open, because an official statement was not yet issued. [19, 529, 164, 656]
sub-headline: RAMSAY MACDONALD [42, 362, 141, 372]
column-rule [195, 1563, 300, 1564]
sub-headline: ROTARY CONFERENCE. [506, 894, 611, 904]
column-2 [170, 52, 326, 1628]
article-paragraph: The same verdict was returned in a preceding case, disclosing exactly similar circumstances. [19, 1457, 164, 1487]
dateline: PARIS, October 2. [50, 911, 132, 921]
article-paragraph: The Rotary Conference opened here with tremendous enthusiasm, with addresses by prominent Japanese Rotarians. The keynote of these was a bettering of international understanding, endeavouring to promote world peace and happiness. Numerous telegrams from overseas were received, including a special message from Mr Harris, the founder of the Rotary Movement. Prince Kani expressed pleasure in being able to address the Rotarians of 14 countries bordering the Pacific. He said the twentieth century was significant for progress and for the evolution of the community of mankind, all races tirelessly endeavouring to bring peace and happiness into the world. The idea of service between individuals was progressing but he was convinced the development of the idea of service between peoples was necessary to ensure international peace. [486, 918, 631, 1181]
